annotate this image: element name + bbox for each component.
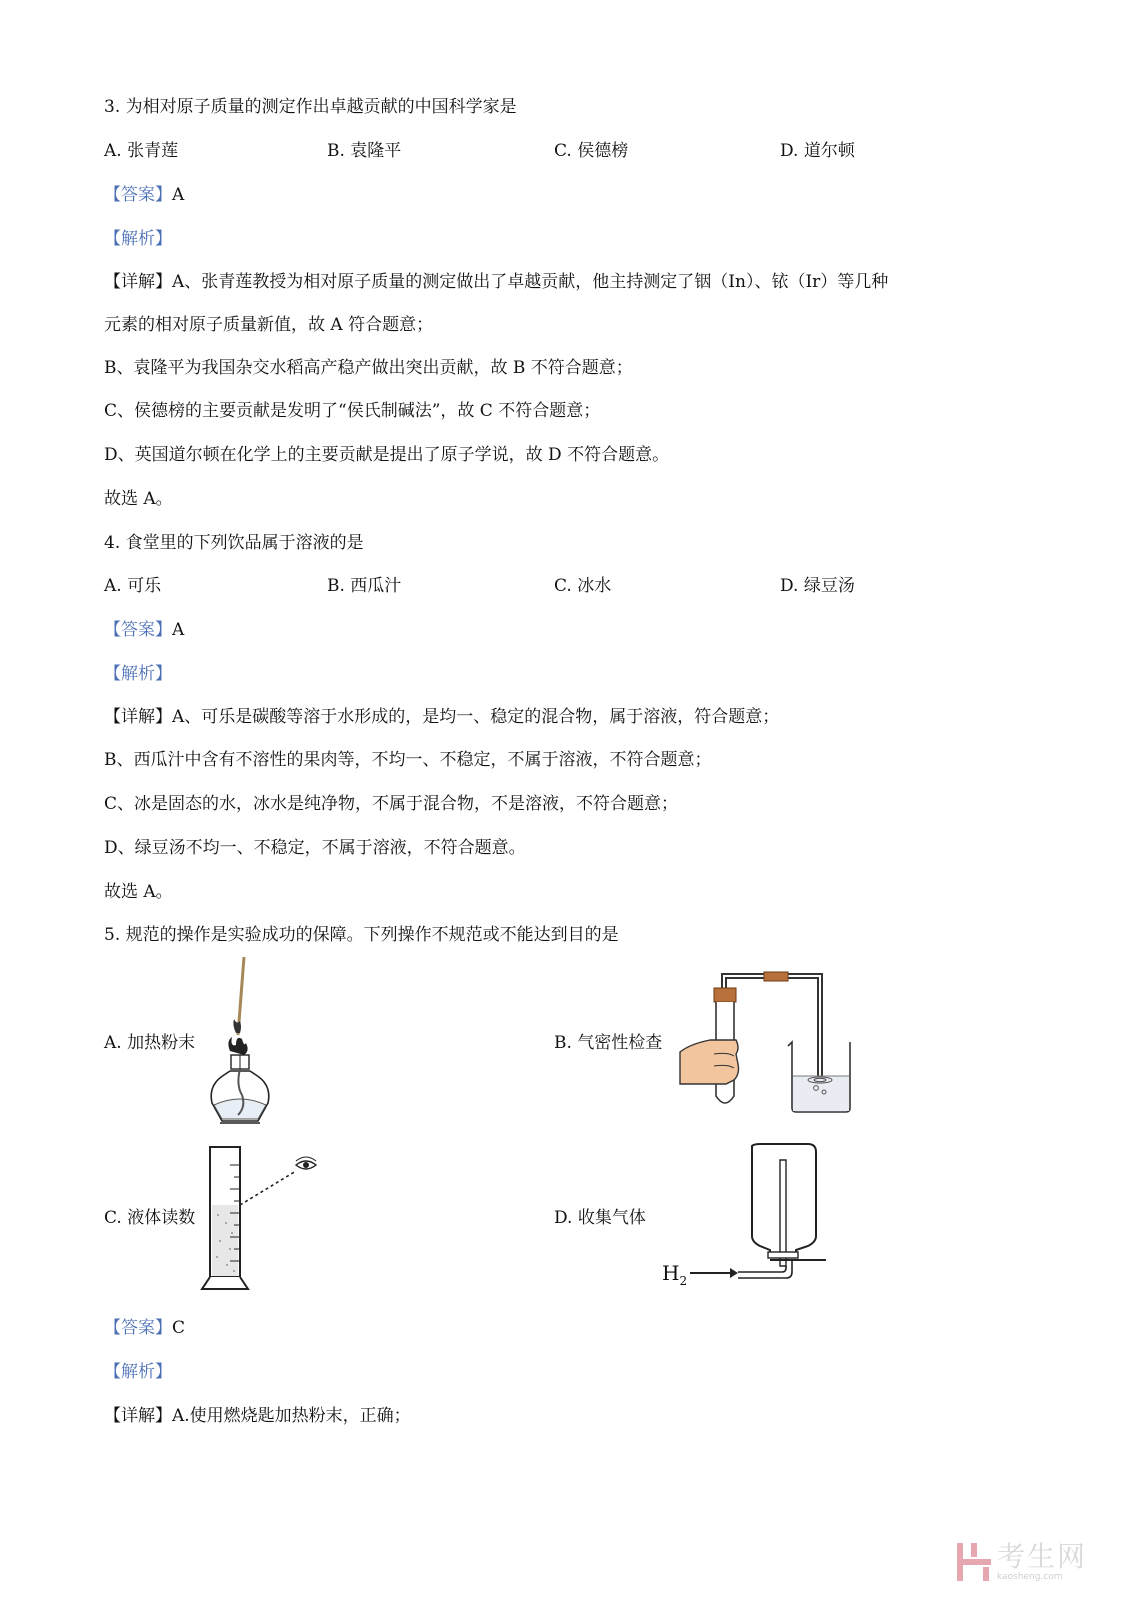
q5-option-d: D. 收集气体 (554, 1208, 646, 1228)
q5-answer (104, 1317, 185, 1339)
q4-conclusion: 故选 A。 (104, 882, 173, 902)
figure-b-airtightness-check (680, 968, 860, 1118)
q5-detail-line: 【详解】A.使用燃烧匙加热粉末，正确； (104, 1406, 411, 1426)
q3-option-a: A. 张青莲 (104, 141, 179, 161)
figure-a-alcohol-lamp (200, 955, 280, 1135)
q3-analysis-label: 【解析】 (104, 229, 172, 249)
q3-detail-line: D、英国道尔顿在化学上的主要贡献是提出了原子学说，故 D 不符合题意。 (104, 445, 670, 465)
q3-detail-line: 元素的相对原子质量新值，故 A 符合题意； (104, 315, 434, 335)
q5-option-a: A. 加热粉末 (104, 1033, 196, 1053)
q3-option-c: C. 侯德榜 (554, 141, 629, 161)
q3-option-b: B. 袁隆平 (327, 141, 402, 161)
watermark-logo-icon (957, 1543, 991, 1581)
q3-detail-line: C、侯德榜的主要贡献是发明了“侯氏制碱法”，故 C 不符合题意； (104, 401, 601, 421)
q4-option-c: C. 冰水 (554, 576, 612, 596)
q5-option-c: C. 液体读数 (104, 1208, 196, 1228)
q3-stem: 3. 为相对原子质量的测定作出卓越贡献的中国科学家是 (104, 97, 517, 117)
answer-label: 【答案】 (104, 185, 172, 205)
q3-conclusion: 故选 A。 (104, 489, 173, 509)
q4-detail-line: C、冰是固态的水，冰水是纯净物，不属于混合物，不是溶液，不符合题意； (104, 794, 679, 814)
q5-option-b: B. 气密性检查 (554, 1033, 663, 1053)
q4-option-d: D. 绿豆汤 (780, 576, 855, 596)
q3-detail-line: B、袁隆平为我国杂交水稻高产稳产做出突出贡献，故 B 不符合题意； (104, 358, 633, 378)
q4-detail-line: D、绿豆汤不均一、不稳定，不属于溶液，不符合题意。 (104, 838, 526, 858)
answer-label: 【答案】 (104, 620, 172, 640)
q4-answer (104, 619, 184, 641)
q4-stem: 4. 食堂里的下列饮品属于溶液的是 (104, 533, 364, 553)
q4-option-b: B. 西瓜汁 (327, 576, 402, 596)
q4-detail-line: B、西瓜汁中含有不溶性的果肉等，不均一、不稳定，不属于溶液，不符合题意； (104, 750, 712, 770)
q3-detail-line: 【详解】A、张青莲教授为相对原子质量的测定做出了卓越贡献，他主持测定了铟（In）、铱（Ir）等几种 (104, 272, 889, 292)
q5-analysis-label: 【解析】 (104, 1362, 172, 1382)
q4-option-a: A. 可乐 (104, 576, 162, 596)
watermark-domain: kaosheng.com (996, 1572, 1063, 1582)
gas-subscript: 2 (679, 1274, 688, 1288)
answer-value: C (172, 1318, 186, 1338)
q4-detail-line: 【详解】A、可乐是碳酸等溶于水形成的，是均一、稳定的混合物，属于溶液，符合题意； (104, 707, 780, 727)
answer-value: A (172, 620, 185, 640)
answer-label: 【答案】 (104, 1318, 172, 1338)
figure-d-gas-collection (690, 1142, 830, 1292)
watermark-text: 考生网 (996, 1540, 1087, 1573)
q5-stem: 5. 规范的操作是实验成功的保障。下列操作不规范或不能达到目的是 (104, 925, 619, 945)
gas-symbol: H (662, 1261, 680, 1285)
q4-analysis-label: 【解析】 (104, 664, 172, 684)
q3-answer (104, 184, 184, 206)
figure-c-measuring-cylinder (200, 1145, 330, 1295)
watermark (957, 1542, 1087, 1582)
q3-option-d: D. 道尔顿 (780, 141, 855, 161)
answer-value: A (172, 185, 185, 205)
gas-label (662, 1262, 687, 1292)
